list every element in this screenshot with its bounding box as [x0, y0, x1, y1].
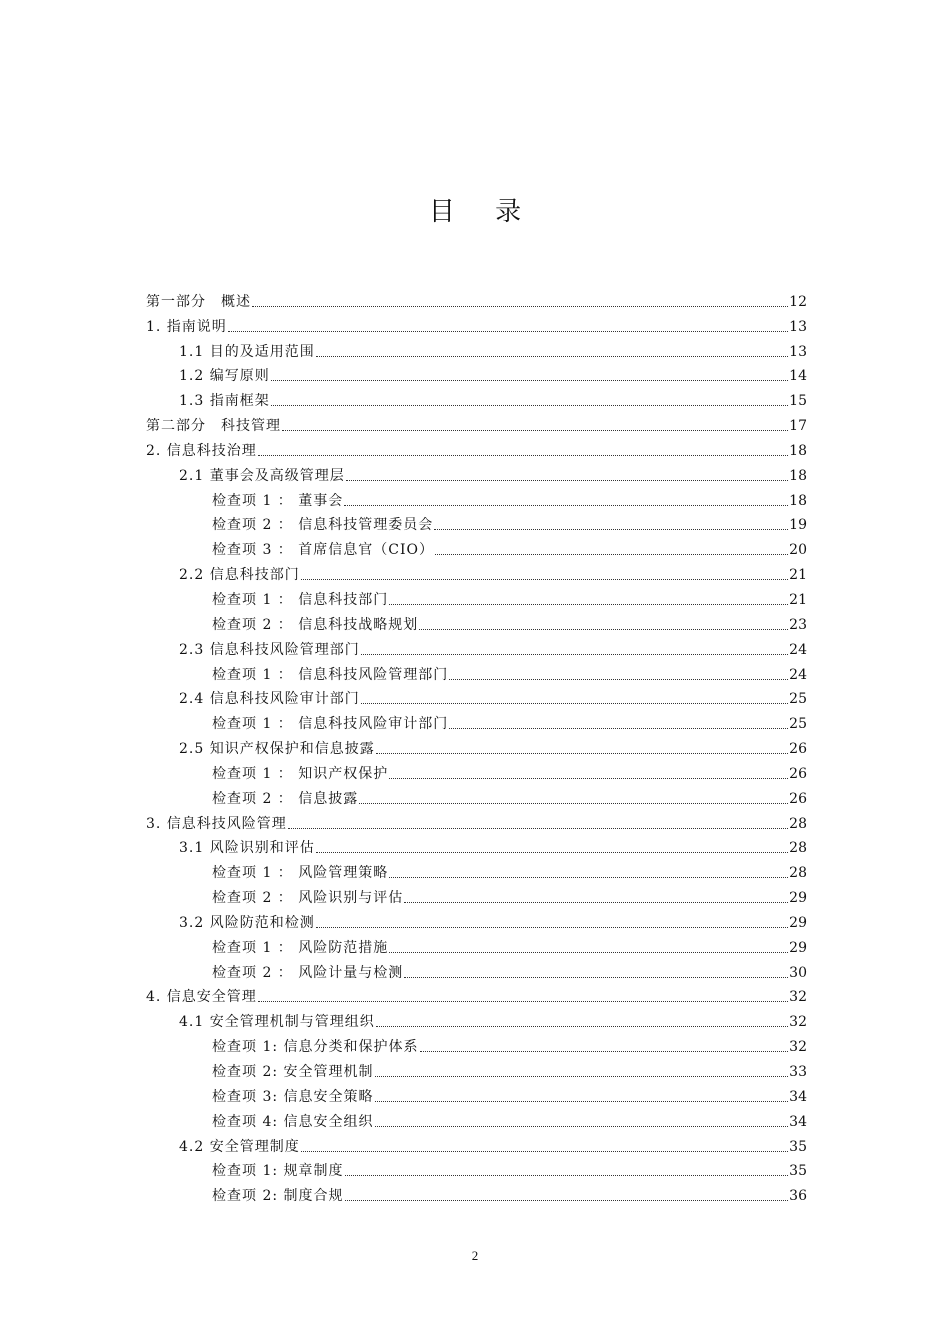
toc-entry[interactable]: [146, 957, 807, 982]
toc-entry[interactable]: [146, 385, 807, 410]
toc-entry[interactable]: [146, 460, 807, 485]
toc-entry[interactable]: [146, 708, 807, 733]
toc-entry[interactable]: [146, 1056, 807, 1081]
toc-entry-title: 1.1 目的及适用范围: [179, 343, 315, 360]
toc-entry-page: 26: [789, 741, 807, 758]
toc-entry-page: 29: [789, 890, 807, 907]
toc-dot-leader: [389, 876, 788, 878]
toc-entry-title: 3.1 风险识别和评估: [179, 840, 315, 857]
toc-dot-leader: [420, 1050, 789, 1052]
toc-entry-page: 15: [789, 393, 807, 410]
toc-entry-page: 14: [789, 368, 807, 385]
toc-dot-leader: [389, 603, 788, 605]
toc-dot-leader: [389, 777, 788, 779]
toc-entry-title: 2.1 董事会及高级管理层: [179, 467, 345, 484]
toc-dot-leader: [344, 504, 788, 506]
toc-entry-title: 4.2 安全管理制度: [179, 1138, 300, 1155]
toc-entry[interactable]: [146, 857, 807, 882]
toc-entry-page: 24: [789, 666, 807, 683]
toc-entry[interactable]: [146, 510, 807, 535]
toc-entry-title: 3. 信息科技风险管理: [146, 815, 287, 832]
toc-entry-page: 35: [789, 1163, 807, 1180]
toc-entry-title: 检查项 2: 安全管理机制: [212, 1064, 374, 1080]
toc-entry[interactable]: [146, 634, 807, 659]
toc-entry-title: 检查项 1 ： 信息科技部门: [212, 591, 389, 608]
toc-entry[interactable]: [146, 684, 807, 709]
toc-entry-page: 29: [789, 939, 807, 956]
toc-dot-leader: [375, 1075, 789, 1077]
toc-entry-title: 检查项 2 ： 风险计量与检测: [212, 964, 404, 981]
toc-entry-title: 1. 指南说明: [146, 318, 227, 335]
toc-entry-title: 检查项 2 ： 信息科技管理委员会: [212, 517, 434, 534]
toc-entry-title: 2.3 信息科技风险管理部门: [179, 641, 360, 658]
toc-entry[interactable]: [146, 1081, 807, 1106]
toc-entry-page: 26: [789, 765, 807, 782]
toc-entry-page: 24: [789, 641, 807, 658]
toc-entry[interactable]: [146, 783, 807, 808]
toc-entry[interactable]: [146, 733, 807, 758]
page-title: 目 录: [428, 197, 538, 227]
toc-entry[interactable]: [146, 1156, 807, 1181]
toc-entry-page: 30: [789, 964, 807, 981]
toc-entry[interactable]: [146, 336, 807, 361]
toc-entry-title: 2. 信息科技治理: [146, 442, 257, 459]
toc-dot-leader: [346, 479, 788, 481]
toc-entry[interactable]: [146, 932, 807, 957]
toc-dot-leader: [271, 404, 788, 406]
toc-entry[interactable]: [146, 1106, 807, 1131]
toc-entry-page: 28: [789, 815, 807, 832]
toc-entry-page: 28: [789, 865, 807, 882]
toc-entry[interactable]: [146, 584, 807, 609]
toc-entry[interactable]: [146, 361, 807, 386]
toc-dot-leader: [435, 553, 788, 555]
toc-dot-leader: [345, 1199, 789, 1201]
toc-dot-leader: [288, 827, 788, 829]
toc-entry-page: 29: [789, 914, 807, 931]
toc-entry[interactable]: [146, 1031, 807, 1056]
toc-entry-title: 检查项 1 ： 信息科技风险管理部门: [212, 666, 449, 683]
toc-dot-leader: [375, 1125, 789, 1127]
toc-entry-title: 2.5 知识产权保护和信息披露: [179, 741, 375, 758]
toc-entry-title: 1.2 编写原则: [179, 368, 270, 385]
toc-entry[interactable]: [146, 1131, 807, 1156]
toc-entry-title: 检查项 3: 信息安全策略: [212, 1088, 374, 1105]
toc-dot-leader: [359, 802, 788, 804]
toc-entry-page: 25: [789, 691, 807, 708]
toc-entry[interactable]: [146, 982, 807, 1007]
toc-dot-leader: [316, 926, 788, 928]
toc-dot-leader: [316, 355, 788, 357]
toc-dot-leader: [271, 379, 788, 381]
toc-entry-page: 21: [789, 591, 807, 608]
toc-dot-leader: [434, 528, 788, 530]
toc-entry-title: 3.2 风险防范和检测: [179, 914, 315, 931]
toc-entry[interactable]: [146, 758, 807, 783]
toc-entry-page: 19: [789, 517, 807, 534]
toc-dot-leader: [404, 901, 788, 903]
page-number: 2: [471, 1248, 479, 1263]
toc-entry[interactable]: [146, 659, 807, 684]
toc-entry-page: 18: [789, 467, 807, 484]
toc-entry-page: 17: [789, 418, 807, 435]
toc-entry[interactable]: [146, 534, 807, 559]
toc-entry[interactable]: [146, 485, 807, 510]
toc-dot-leader: [258, 454, 788, 456]
toc-entry[interactable]: [146, 609, 807, 634]
toc-dot-leader: [301, 578, 788, 580]
toc-entry-page: 34: [789, 1088, 807, 1105]
toc-entry-title: 检查项 1 ： 董事会: [212, 492, 344, 509]
table-of-contents: [146, 286, 807, 1205]
toc-entry-title: 检查项 2 ： 信息科技战略规划: [212, 616, 419, 633]
toc-entry-title: 检查项 4: 信息安全组织: [212, 1113, 374, 1130]
toc-entry[interactable]: [146, 833, 807, 858]
toc-entry-title: 2.2 信息科技部门: [179, 567, 300, 584]
toc-dot-leader: [228, 330, 788, 332]
toc-entry-title: 第二部分 科技管理: [146, 418, 281, 435]
toc-entry-page: 20: [789, 542, 807, 559]
toc-dot-leader: [389, 951, 788, 953]
toc-entry[interactable]: [146, 311, 807, 336]
toc-dot-leader: [301, 1150, 788, 1152]
toc-entry-title: 检查项 1 ： 风险防范措施: [212, 939, 389, 956]
toc-dot-leader: [361, 702, 788, 704]
toc-entry-page: 12: [789, 293, 807, 310]
toc-entry[interactable]: [146, 435, 807, 460]
toc-entry[interactable]: [146, 410, 807, 435]
toc-entry-page: 26: [789, 790, 807, 807]
toc-entry-page: 13: [789, 343, 807, 360]
toc-entry[interactable]: [146, 1180, 807, 1205]
toc-entry-page: 23: [789, 616, 807, 633]
toc-entry-page: 32: [789, 1014, 807, 1031]
toc-entry-page: 32: [789, 989, 807, 1006]
toc-entry-title: 检查项 2 ： 风险识别与评估: [212, 890, 404, 907]
toc-dot-leader: [345, 1174, 789, 1176]
toc-entry-title: 检查项 1: 规章制度: [212, 1163, 344, 1180]
toc-entry[interactable]: [146, 907, 807, 932]
toc-entry-page: 36: [789, 1188, 807, 1205]
toc-entry-page: 32: [789, 1039, 807, 1056]
toc-entry[interactable]: [146, 1006, 807, 1031]
toc-entry-title: 4.1 安全管理机制与管理组织: [179, 1014, 375, 1031]
toc-entry-title: 4. 信息安全管理: [146, 989, 257, 1006]
toc-entry-title: 1.3 指南框架: [179, 393, 270, 410]
toc-dot-leader: [419, 628, 788, 630]
toc-entry-title: 检查项 1 ： 风险管理策略: [212, 865, 389, 882]
toc-dot-leader: [258, 1000, 788, 1002]
toc-entry-title: 第一部分 概述: [146, 293, 251, 310]
toc-entry-page: 34: [789, 1113, 807, 1130]
toc-dot-leader: [252, 305, 788, 307]
toc-dot-leader: [449, 678, 788, 680]
toc-entry[interactable]: [146, 559, 807, 584]
toc-entry-page: 18: [789, 492, 807, 509]
toc-dot-leader: [361, 653, 788, 655]
toc-entry-page: 18: [789, 442, 807, 459]
toc-entry-page: 35: [789, 1138, 807, 1155]
toc-dot-leader: [282, 429, 788, 431]
toc-entry-title: 检查项 2 ： 信息披露: [212, 790, 359, 807]
toc-entry[interactable]: [146, 882, 807, 907]
toc-entry-title: 检查项 1 ： 信息科技风险审计部门: [212, 716, 449, 733]
toc-entry-page: 21: [789, 567, 807, 584]
toc-entry-page: 33: [789, 1064, 807, 1080]
toc-entry[interactable]: [146, 286, 807, 311]
toc-entry-title: 检查项 3 ： 首席信息官（CIO）: [212, 542, 434, 559]
toc-entry[interactable]: [146, 808, 807, 833]
toc-dot-leader: [376, 1025, 788, 1027]
toc-entry-title: 2.4 信息科技风险审计部门: [179, 691, 360, 708]
toc-entry-page: 13: [789, 318, 807, 335]
toc-dot-leader: [404, 976, 788, 978]
toc-entry-title: 检查项 1: 信息分类和保护体系: [212, 1039, 419, 1056]
toc-entry-page: 28: [789, 840, 807, 857]
toc-entry-page: 25: [789, 716, 807, 733]
toc-entry-title: 检查项 1 ： 知识产权保护: [212, 765, 389, 782]
toc-dot-leader: [316, 851, 788, 853]
toc-dot-leader: [376, 752, 788, 754]
toc-dot-leader: [375, 1100, 789, 1102]
toc-entry-title: 检查项 2: 制度合规: [212, 1188, 344, 1205]
toc-dot-leader: [449, 727, 788, 729]
